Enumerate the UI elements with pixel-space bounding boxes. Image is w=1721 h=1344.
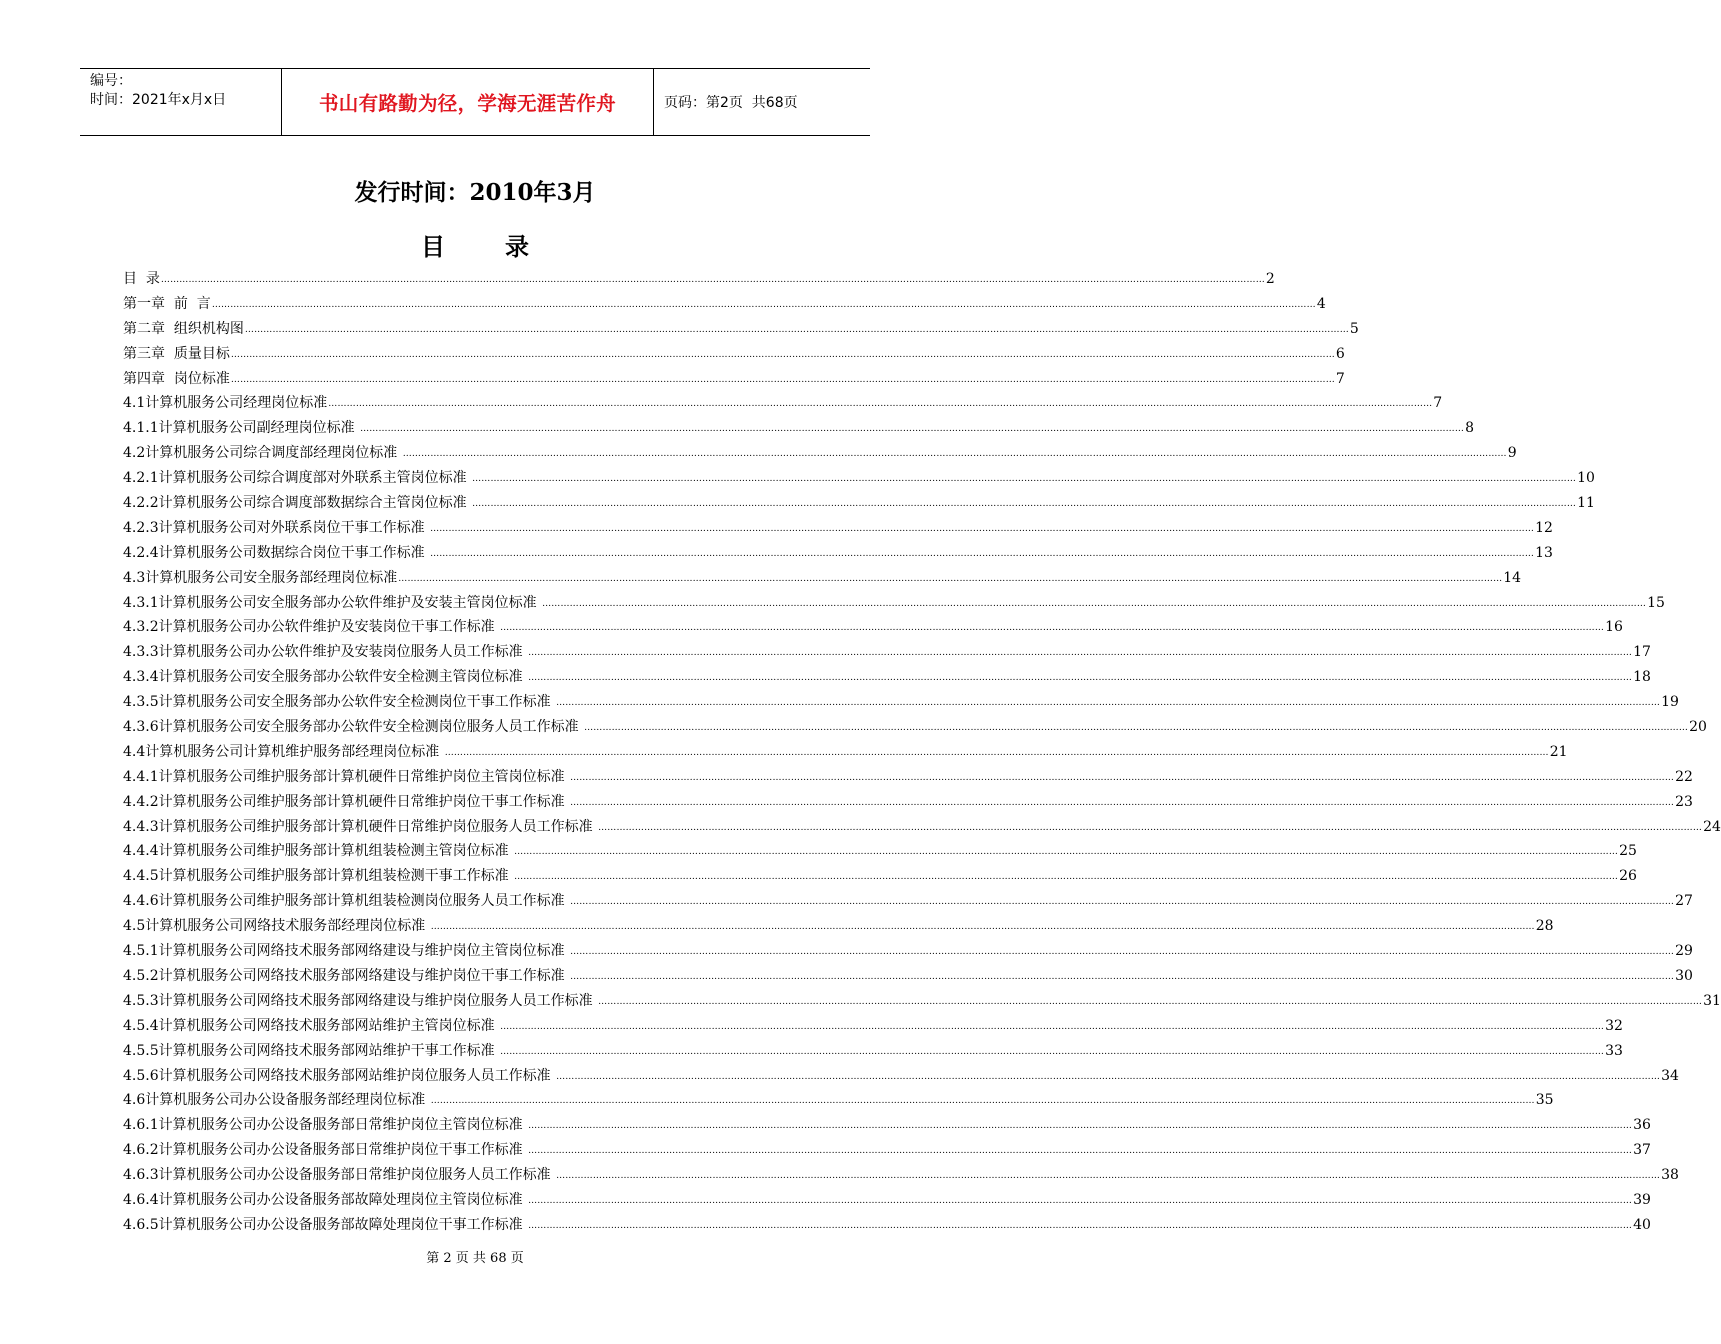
toc-title-right: 录: [505, 232, 529, 261]
toc-entry-page: 24: [1703, 818, 1721, 835]
toc-entry-label: 目 录: [123, 271, 160, 287]
toc-entry-label: 4.4.2计算机服务公司维护服务部计算机硬件日常维护岗位干事工作标准: [123, 793, 570, 810]
toc-entry[interactable]: [123, 1164, 1679, 1189]
toc-entry-label: 4.3.5计算机服务公司安全服务部办公软件安全检测岗位干事工作标准: [123, 694, 556, 711]
toc-entry-page: 13: [1535, 544, 1553, 561]
toc-entry-label: 4.1计算机服务公司经理岗位标准: [123, 395, 328, 412]
toc-entry[interactable]: [123, 840, 1637, 865]
toc-entry-page: 27: [1675, 893, 1693, 910]
toc-entry-label: 第四章 岗位标准: [123, 370, 230, 387]
toc-leader-dots: ………………………………………………………………………………………………………………………………………………………………………………………………………………………………………………………………………………………………………………………………: [211, 299, 1316, 310]
toc-entry[interactable]: [123, 766, 1693, 791]
toc-entry-label: 4.3.2计算机服务公司办公软件维护及安装岗位干事工作标准: [123, 619, 500, 636]
toc-entry-label: 4.5.3计算机服务公司网络技术服务部网络建设与维护岗位服务人员工作标准: [123, 992, 598, 1009]
toc-entry[interactable]: [123, 915, 1554, 940]
toc-entry[interactable]: [123, 567, 1522, 592]
toc-title-left: 目: [421, 232, 445, 261]
doc-time-label: 时间：2021年x月x日: [90, 92, 227, 108]
toc-entry[interactable]: [123, 1065, 1679, 1090]
toc-leader-dots: ………………………………………………………………………………………………………………………………………………………………………………………………………………………………………………………………………………………………………………………………: [360, 424, 1465, 435]
toc-entry-page: 26: [1619, 868, 1637, 885]
toc-entry[interactable]: [123, 616, 1623, 641]
toc-entry-page: 16: [1605, 619, 1623, 636]
toc-entry-label: 4.5.2计算机服务公司网络技术服务部网络建设与维护岗位干事工作标准: [123, 967, 570, 984]
toc-leader-dots: ………………………………………………………………………………………………………………………………………………………………………………………………………………………………………………………………………………………………………………………………: [528, 1121, 1633, 1132]
toc-leader-dots: ………………………………………………………………………………………………………………………………………………………………………………………………………………………………………………………………………………………………………………………………: [244, 324, 1349, 335]
toc-entry-page: 35: [1535, 1092, 1554, 1109]
toc-leader-dots: ………………………………………………………………………………………………………………………………………………………………………………………………………………………………………………………………………………………………………………………………: [402, 449, 1507, 460]
toc-leader-dots: ………………………………………………………………………………………………………………………………………………………………………………………………………………………………………………………………………………………………………………………………: [230, 349, 1335, 360]
toc-leader-dots: ………………………………………………………………………………………………………………………………………………………………………………………………………………………………………………………………………………………………………………………………: [570, 897, 1675, 908]
toc-entry-page: 36: [1633, 1117, 1651, 1134]
toc-leader-dots: ………………………………………………………………………………………………………………………………………………………………………………………………………………………………………………………………………………………………………………………………: [598, 822, 1703, 833]
toc-entry-page: 40: [1633, 1216, 1651, 1233]
toc-entry[interactable]: [123, 666, 1651, 691]
toc-entry[interactable]: [123, 1139, 1651, 1164]
toc-entry-page: 33: [1605, 1042, 1623, 1059]
toc-leader-dots: ………………………………………………………………………………………………………………………………………………………………………………………………………………………………………………………………………………………………………………………………: [556, 1071, 1661, 1082]
toc-entry-page: 5: [1349, 320, 1359, 337]
toc-entry-page: 15: [1647, 594, 1665, 611]
toc-entry[interactable]: [123, 392, 1443, 417]
toc-entry-label: 4.3.6计算机服务公司安全服务部办公软件安全检测岗位服务人员工作标准: [123, 719, 584, 736]
toc-entry[interactable]: [123, 542, 1553, 567]
toc-entry[interactable]: [123, 791, 1693, 816]
toc-entry[interactable]: [123, 318, 1359, 343]
toc-entry-page: 19: [1661, 694, 1679, 711]
page-header: [80, 68, 870, 136]
toc-entry[interactable]: [123, 492, 1595, 517]
toc-entry-label: 4.4.4计算机服务公司维护服务部计算机组装检测主管岗位标准: [123, 843, 514, 860]
toc-leader-dots: ………………………………………………………………………………………………………………………………………………………………………………………………………………………………………………………………………………………………………………………………: [598, 996, 1703, 1007]
toc-entry-label: 4.5.4计算机服务公司网络技术服务部网站维护主管岗位标准: [123, 1017, 500, 1034]
toc-entry[interactable]: [123, 517, 1553, 542]
toc-entry-label: 4.6.4计算机服务公司办公设备服务部故障处理岗位主管岗位标准: [123, 1191, 528, 1208]
toc-entry-page: 11: [1577, 495, 1595, 512]
toc-entry-page: 37: [1633, 1142, 1651, 1159]
toc-leader-dots: ………………………………………………………………………………………………………………………………………………………………………………………………………………………………………………………………………………………………………………………………: [472, 499, 1577, 510]
toc-leader-dots: ………………………………………………………………………………………………………………………………………………………………………………………………………………………………………………………………………………………………………………………………: [570, 797, 1675, 808]
toc-leader-dots: ………………………………………………………………………………………………………………………………………………………………………………………………………………………………………………………………………………………………………………………………: [500, 623, 1605, 634]
toc-entry-page: 29: [1675, 943, 1693, 960]
toc-leader-dots: ………………………………………………………………………………………………………………………………………………………………………………………………………………………………………………………………………………………………………………………………: [514, 872, 1619, 883]
toc-leader-dots: ………………………………………………………………………………………………………………………………………………………………………………………………………………………………………………………………………………………………………………………………: [160, 275, 1265, 285]
toc-entry-label: 4.6.3计算机服务公司办公设备服务部日常维护岗位服务人员工作标准: [123, 1167, 556, 1184]
toc-entry[interactable]: [123, 1089, 1554, 1114]
toc-entry[interactable]: [123, 1015, 1623, 1040]
toc-leader-dots: ………………………………………………………………………………………………………………………………………………………………………………………………………………………………………………………………………………………………………………………………: [528, 673, 1633, 684]
toc-entry-page: 14: [1503, 569, 1522, 586]
toc-leader-dots: ………………………………………………………………………………………………………………………………………………………………………………………………………………………………………………………………………………………………………………………………: [514, 847, 1619, 858]
toc-list: [123, 268, 1721, 1239]
toc-leader-dots: ………………………………………………………………………………………………………………………………………………………………………………………………………………………………………………………………………………………………………………………………: [430, 548, 1535, 559]
toc-entry-label: 4.5.6计算机服务公司网络技术服务部网站维护岗位服务人员工作标准: [123, 1067, 556, 1084]
toc-leader-dots: ………………………………………………………………………………………………………………………………………………………………………………………………………………………………………………………………………………………………………………………………: [430, 922, 1535, 933]
toc-leader-dots: ………………………………………………………………………………………………………………………………………………………………………………………………………………………………………………………………………………………………………………………………: [556, 1171, 1661, 1182]
toc-entry-label: 4.3.4计算机服务公司安全服务部办公软件安全检测主管岗位标准: [123, 669, 528, 686]
toc-entry-page: 12: [1535, 519, 1553, 536]
toc-entry-page: 4: [1316, 295, 1326, 312]
issue-date: 发行时间：2010年3月: [354, 179, 596, 206]
toc-entry[interactable]: [123, 417, 1474, 442]
toc-leader-dots: ………………………………………………………………………………………………………………………………………………………………………………………………………………………………………………………………………………………………………………………………: [570, 772, 1675, 783]
toc-entry-page: 28: [1535, 918, 1554, 935]
toc-entry[interactable]: [123, 268, 1275, 293]
toc-leader-dots: ………………………………………………………………………………………………………………………………………………………………………………………………………………………………………………………………………………………………………………………………: [444, 747, 1549, 758]
toc-entry[interactable]: [123, 641, 1651, 666]
toc-leader-dots: ………………………………………………………………………………………………………………………………………………………………………………………………………………………………………………………………………………………………………………………………: [328, 399, 1433, 410]
toc-leader-dots: ………………………………………………………………………………………………………………………………………………………………………………………………………………………………………………………………………………………………………………………………: [570, 947, 1675, 958]
toc-entry-page: 25: [1619, 843, 1637, 860]
toc-entry[interactable]: [123, 1189, 1651, 1214]
toc-entry[interactable]: [123, 442, 1517, 467]
toc-entry-page: 7: [1433, 395, 1443, 412]
toc-leader-dots: ………………………………………………………………………………………………………………………………………………………………………………………………………………………………………………………………………………………………………………………………: [542, 598, 1647, 609]
toc-entry-label: 4.2计算机服务公司综合调度部经理岗位标准: [123, 445, 402, 462]
toc-entry[interactable]: [123, 293, 1326, 318]
toc-entry-page: 17: [1633, 644, 1651, 661]
toc-leader-dots: ………………………………………………………………………………………………………………………………………………………………………………………………………………………………………………………………………………………………………………………………: [556, 698, 1661, 709]
toc-entry-label: 4.4.3计算机服务公司维护服务部计算机硬件日常维护岗位服务人员工作标准: [123, 818, 598, 835]
toc-entry-label: 4.3.1计算机服务公司安全服务部办公软件维护及安装主管岗位标准: [123, 594, 542, 611]
toc-entry-page: 21: [1549, 743, 1568, 760]
header-page-text: 页码：第2页 共68页: [664, 95, 798, 111]
toc-entry-page: 7: [1335, 370, 1345, 387]
toc-entry-page: 6: [1335, 345, 1345, 362]
toc-entry-page: 34: [1661, 1067, 1679, 1084]
doc-number-label: 编号：: [90, 73, 132, 89]
header-page-info: [654, 69, 870, 135]
toc-entry-label: 4.4计算机服务公司计算机维护服务部经理岗位标准: [123, 743, 444, 760]
toc-entry-label: 4.6计算机服务公司办公设备服务部经理岗位标准: [123, 1092, 430, 1109]
toc-leader-dots: ………………………………………………………………………………………………………………………………………………………………………………………………………………………………………………………………………………………………………………………………: [430, 1096, 1535, 1107]
toc-entry-page: 18: [1633, 669, 1651, 686]
toc-entry-page: 20: [1689, 719, 1707, 736]
toc-entry[interactable]: [123, 467, 1595, 492]
toc-entry[interactable]: [123, 716, 1707, 741]
toc-entry[interactable]: [123, 965, 1693, 990]
toc-entry-label: 4.6.1计算机服务公司办公设备服务部日常维护岗位主管岗位标准: [123, 1117, 528, 1134]
toc-leader-dots: ………………………………………………………………………………………………………………………………………………………………………………………………………………………………………………………………………………………………………………………………: [472, 474, 1577, 485]
toc-entry-page: 31: [1703, 992, 1721, 1009]
toc-entry[interactable]: [123, 890, 1693, 915]
toc-entry[interactable]: [123, 343, 1345, 368]
toc-entry-label: 4.3计算机服务公司安全服务部经理岗位标准: [123, 569, 398, 586]
toc-entry-page: 10: [1577, 470, 1595, 487]
toc-entry-page: 23: [1675, 793, 1693, 810]
header-motto: 书山有路勤为径，学海无涯苦作舟: [282, 69, 654, 135]
page-footer: [0, 1247, 950, 1266]
toc-entry-label: 4.2.4计算机服务公司数据综合岗位干事工作标准: [123, 544, 430, 561]
toc-entry-page: 38: [1661, 1167, 1679, 1184]
toc-entry-label: 4.5计算机服务公司网络技术服务部经理岗位标准: [123, 918, 430, 935]
toc-leader-dots: ………………………………………………………………………………………………………………………………………………………………………………………………………………………………………………………………………………………………………………………………: [398, 573, 1503, 584]
toc-entry[interactable]: [123, 816, 1721, 841]
toc-leader-dots: ………………………………………………………………………………………………………………………………………………………………………………………………………………………………………………………………………………………………………………………………: [528, 1146, 1633, 1157]
toc-leader-dots: ………………………………………………………………………………………………………………………………………………………………………………………………………………………………………………………………………………………………………………………………: [528, 1195, 1633, 1206]
toc-leader-dots: ………………………………………………………………………………………………………………………………………………………………………………………………………………………………………………………………………………………………………………………………: [570, 971, 1675, 982]
toc-entry[interactable]: [123, 1114, 1651, 1139]
toc-entry-label: 4.4.1计算机服务公司维护服务部计算机硬件日常维护岗位主管岗位标准: [123, 768, 570, 785]
toc-leader-dots: ………………………………………………………………………………………………………………………………………………………………………………………………………………………………………………………………………………………………………………………………: [500, 1021, 1605, 1032]
toc-entry[interactable]: [123, 990, 1721, 1015]
toc-entry-label: 4.6.5计算机服务公司办公设备服务部故障处理岗位干事工作标准: [123, 1216, 528, 1233]
toc-entry-page: 32: [1605, 1017, 1623, 1034]
toc-entry-label: 4.1.1计算机服务公司副经理岗位标准: [123, 420, 360, 437]
toc-leader-dots: ………………………………………………………………………………………………………………………………………………………………………………………………………………………………………………………………………………………………………………………………: [430, 523, 1535, 534]
toc-entry-page: 9: [1507, 445, 1517, 462]
toc-entry-page: 22: [1675, 768, 1693, 785]
toc-entry-label: 4.6.2计算机服务公司办公设备服务部日常维护岗位干事工作标准: [123, 1142, 528, 1159]
toc-entry-label: 4.2.1计算机服务公司综合调度部对外联系主管岗位标准: [123, 470, 472, 487]
toc-entry-label: 4.4.5计算机服务公司维护服务部计算机组装检测干事工作标准: [123, 868, 514, 885]
toc-entry-page: 8: [1465, 420, 1474, 437]
toc-entry-label: 4.2.3计算机服务公司对外联系岗位干事工作标准: [123, 519, 430, 536]
toc-entry-label: 4.5.1计算机服务公司网络技术服务部网络建设与维护岗位主管岗位标准: [123, 943, 570, 960]
toc-entry-label: 4.4.6计算机服务公司维护服务部计算机组装检测岗位服务人员工作标准: [123, 893, 570, 910]
toc-entry[interactable]: [123, 691, 1679, 716]
toc-entry-page: 2: [1265, 271, 1275, 287]
toc-entry[interactable]: [123, 1214, 1651, 1239]
toc-entry-label: 4.3.3计算机服务公司办公软件维护及安装岗位服务人员工作标准: [123, 644, 528, 661]
toc-entry-label: 第三章 质量目标: [123, 345, 230, 362]
toc-entry-page: 30: [1675, 967, 1693, 984]
toc-leader-dots: ………………………………………………………………………………………………………………………………………………………………………………………………………………………………………………………………………………………………………………………………: [230, 374, 1335, 385]
toc-entry[interactable]: [123, 368, 1345, 393]
toc-entry[interactable]: [123, 1040, 1623, 1065]
header-meta: [80, 69, 282, 135]
footer-page-text: 第 2 页 共 68 页: [426, 1251, 524, 1266]
toc-leader-dots: ………………………………………………………………………………………………………………………………………………………………………………………………………………………………………………………………………………………………………………………………: [584, 723, 1689, 734]
toc-entry-label: 第二章 组织机构图: [123, 320, 244, 337]
toc-entry[interactable]: [123, 940, 1693, 965]
toc-entry-label: 第一章 前 言: [123, 295, 211, 312]
toc-leader-dots: ………………………………………………………………………………………………………………………………………………………………………………………………………………………………………………………………………………………………………………………………: [528, 1220, 1633, 1231]
toc-entry[interactable]: [123, 741, 1568, 766]
toc-entry[interactable]: [123, 592, 1665, 617]
toc-entry[interactable]: [123, 865, 1637, 890]
toc-entry-page: 39: [1633, 1191, 1651, 1208]
toc-entry-label: 4.5.5计算机服务公司网络技术服务部网站维护干事工作标准: [123, 1042, 500, 1059]
toc-leader-dots: ………………………………………………………………………………………………………………………………………………………………………………………………………………………………………………………………………………………………………………………………: [500, 1046, 1605, 1057]
toc-entry-label: 4.2.2计算机服务公司综合调度部数据综合主管岗位标准: [123, 495, 472, 512]
toc-leader-dots: ………………………………………………………………………………………………………………………………………………………………………………………………………………………………………………………………………………………………………………………………: [528, 648, 1633, 659]
toc-title: [0, 227, 950, 262]
